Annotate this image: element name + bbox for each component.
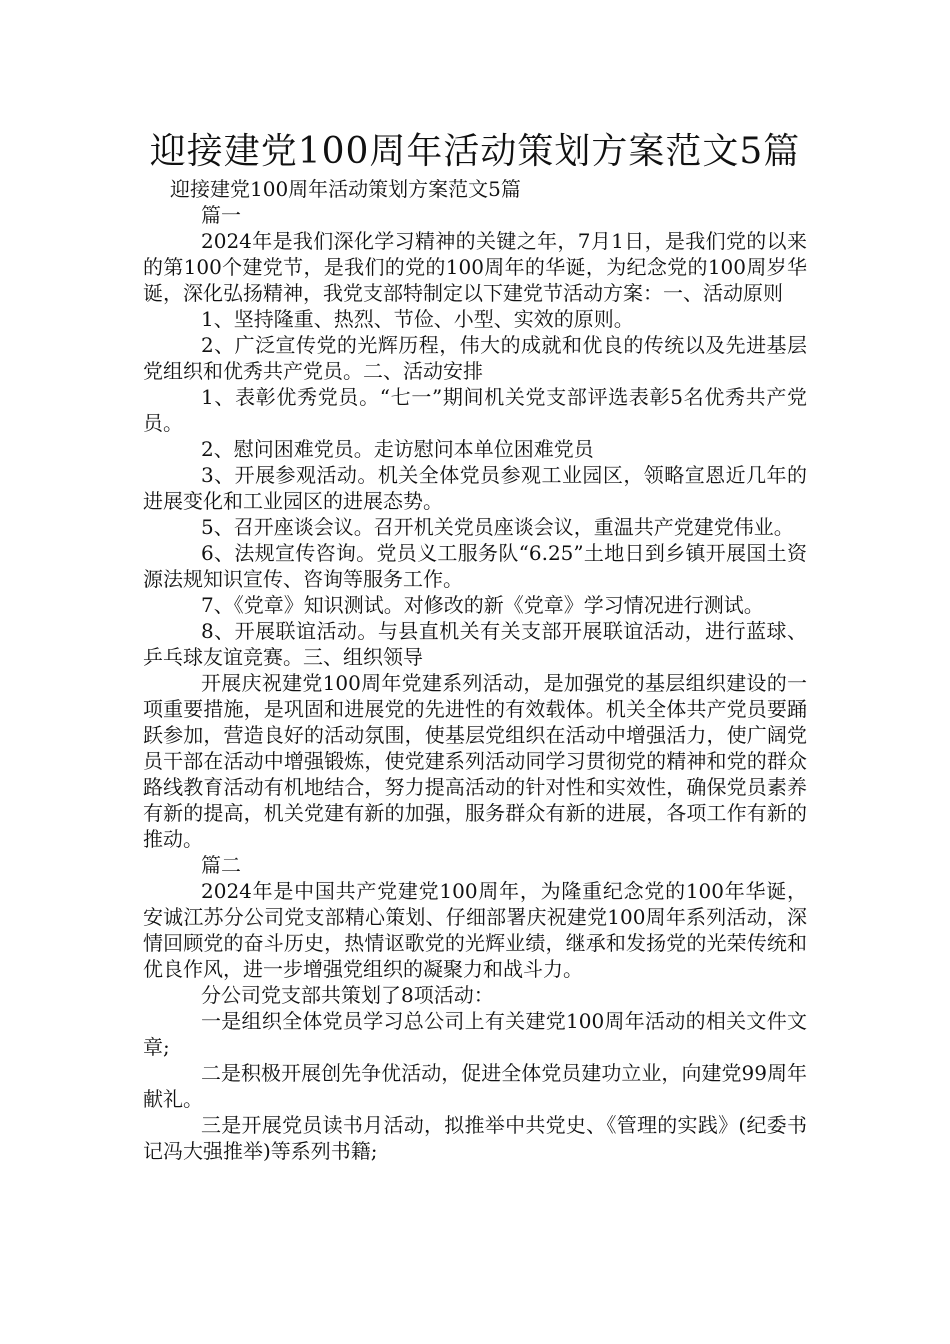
paragraph: 分公司党支部共策划了8项活动：	[201, 983, 494, 1007]
paragraph: 2、慰问困难党员。走访慰问本单位困难党员	[201, 437, 594, 461]
section-heading-1: 篇一	[201, 203, 241, 227]
paragraph: 8、开展联谊活动。与县直机关有关支部开展联谊活动，进行蓝球、乒乓球友谊竞赛。三、组织领导	[143, 619, 807, 669]
paragraph: 二是积极开展创先争优活动，促进全体党员建功立业，向建党99周年献礼。	[143, 1061, 807, 1111]
paragraph: 2024年是中国共产党建党100周年，为隆重纪念党的100年华诞，安诚江苏分公司党支部精心策划、仔细部署庆祝建党100周年系列活动，深情回顾党的奋斗历史，热情讴歌党的光辉业绩，继承和发扬党的光荣传统和优良作风，进一步增强党组织的凝聚力和战斗力。	[143, 879, 807, 981]
paragraph: 1、坚持隆重、热烈、节俭、小型、实效的原则。	[201, 307, 634, 331]
document-subtitle: 迎接建党100周年活动策划方案范文5篇	[170, 177, 521, 201]
paragraph: 5、召开座谈会议。召开机关党员座谈会议，重温共产党建党伟业。	[201, 515, 794, 539]
paragraph: 2、广泛宣传党的光辉历程，伟大的成就和优良的传统以及先进基层党组织和优秀共产党员。二、活动安排	[143, 333, 807, 383]
document-page	[143, 128, 807, 1164]
paragraph: 3、开展参观活动。机关全体党员参观工业园区，领略宣恩近几年的进展变化和工业园区的进展态势。	[143, 463, 807, 513]
paragraph: 一是组织全体党员学习总公司上有关建党100周年活动的相关文件文章;	[143, 1009, 807, 1059]
paragraph: 6、法规宣传咨询。党员义工服务队“6.25”土地日到乡镇开展国土资源法规知识宣传、咨询等服务工作。	[143, 541, 807, 591]
paragraph: 三是开展党员读书月活动，拟推举中共党史、《管理的实践》(纪委书记冯大强推举)等系列书籍;	[143, 1113, 807, 1163]
paragraph: 2024年是我们深化学习精神的关键之年，7月1日，是我们党的以来的第100个建党节，是我们的党的100周年的华诞，为纪念党的100周岁华诞，深化弘扬精神，我党支部特制定以下建党节活动方案：一、活动原则	[143, 229, 807, 305]
paragraph: 7、《党章》知识测试。对修改的新《党章》学习情况进行测试。	[201, 593, 764, 617]
paragraph: 开展庆祝建党100周年党建系列活动，是加强党的基层组织建设的一项重要措施，是巩固和进展党的先进性的有效载体。机关全体共产党员要踊跃参加，营造良好的活动氛围，使基层党组织在活动中增强活力，使广阔党员干部在活动中增强锻炼，使党建系列活动同学习贯彻党的精神和党的群众路线教育活动有机地结合，努力提高活动的针对性和实效性，确保党员素养有新的提高，机关党建有新的加强，服务群众有新的进展，各项工作有新的推动。	[143, 671, 807, 851]
document-title: 迎接建党100周年活动策划方案范文5篇	[149, 131, 801, 172]
paragraph: 1、表彰优秀党员。“七一”期间机关党支部评选表彰5名优秀共产党员。	[143, 385, 807, 435]
section-heading-2: 篇二	[201, 853, 241, 877]
